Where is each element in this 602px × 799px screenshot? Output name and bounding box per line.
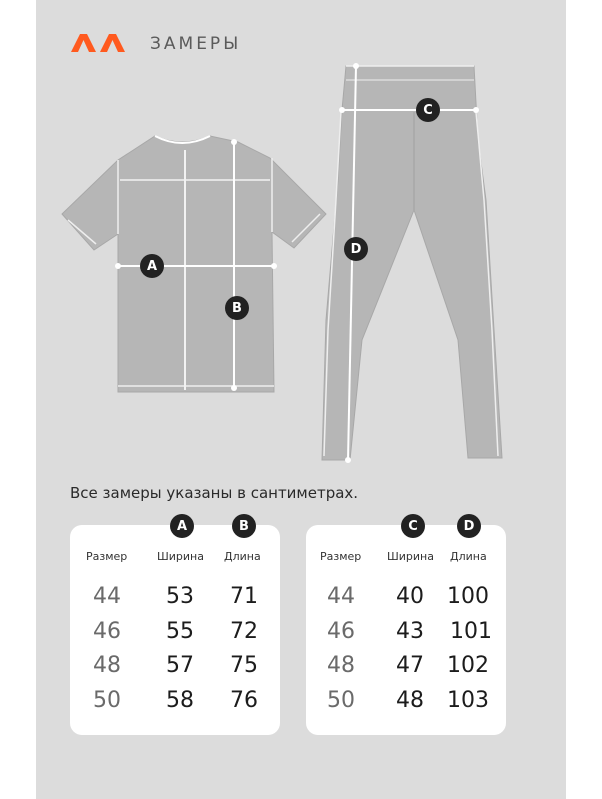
tshirt-image xyxy=(62,136,326,392)
marker-a: A xyxy=(140,254,164,278)
pants-width-badge: C xyxy=(401,514,425,538)
tshirt-row-length: 75 xyxy=(230,653,258,678)
pants-image xyxy=(322,63,502,463)
tshirt-row-width: 55 xyxy=(166,619,194,644)
tshirt-row-width: 53 xyxy=(166,584,194,609)
marker-c: C xyxy=(416,98,440,122)
tshirt-row-size: 44 xyxy=(93,584,121,609)
tshirt-header-width: Ширина xyxy=(157,550,204,563)
tshirt-width-badge: A xyxy=(170,514,194,538)
pants-length-badge: D xyxy=(457,514,481,538)
pants-header-length: Длина xyxy=(450,550,487,563)
tshirt-row-size: 48 xyxy=(93,653,121,678)
tshirt-row-length: 71 xyxy=(230,584,258,609)
measurement-note: Все замеры указаны в сантиметрах. xyxy=(70,484,359,502)
tshirt-row-width: 57 xyxy=(166,653,194,678)
pants-row-width: 47 xyxy=(396,653,424,678)
tshirt-header-size: Размер xyxy=(86,550,128,563)
tshirt-header-length: Длина xyxy=(224,550,261,563)
pants-row-length: 101 xyxy=(450,619,492,644)
pants-row-length: 102 xyxy=(447,653,489,678)
tshirt-row-size: 46 xyxy=(93,619,121,644)
pants-row-size: 50 xyxy=(327,688,355,713)
tshirt-row-length: 76 xyxy=(230,688,258,713)
page-title: ЗАМЕРЫ xyxy=(150,34,242,54)
pants-row-length: 103 xyxy=(447,688,489,713)
tshirt-row-width: 58 xyxy=(166,688,194,713)
pants-row-width: 48 xyxy=(396,688,424,713)
pants-row-length: 100 xyxy=(447,584,489,609)
marker-b: B xyxy=(225,296,249,320)
tshirt-length-badge: B xyxy=(232,514,256,538)
pants-row-width: 40 xyxy=(396,584,424,609)
pants-header-size: Размер xyxy=(320,550,362,563)
pants-row-size: 48 xyxy=(327,653,355,678)
marker-d: D xyxy=(344,237,368,261)
pants-row-size: 44 xyxy=(327,584,355,609)
pants-row-width: 43 xyxy=(396,619,424,644)
pants-header-width: Ширина xyxy=(387,550,434,563)
pants-row-size: 46 xyxy=(327,619,355,644)
tshirt-row-length: 72 xyxy=(230,619,258,644)
tshirt-row-size: 50 xyxy=(93,688,121,713)
